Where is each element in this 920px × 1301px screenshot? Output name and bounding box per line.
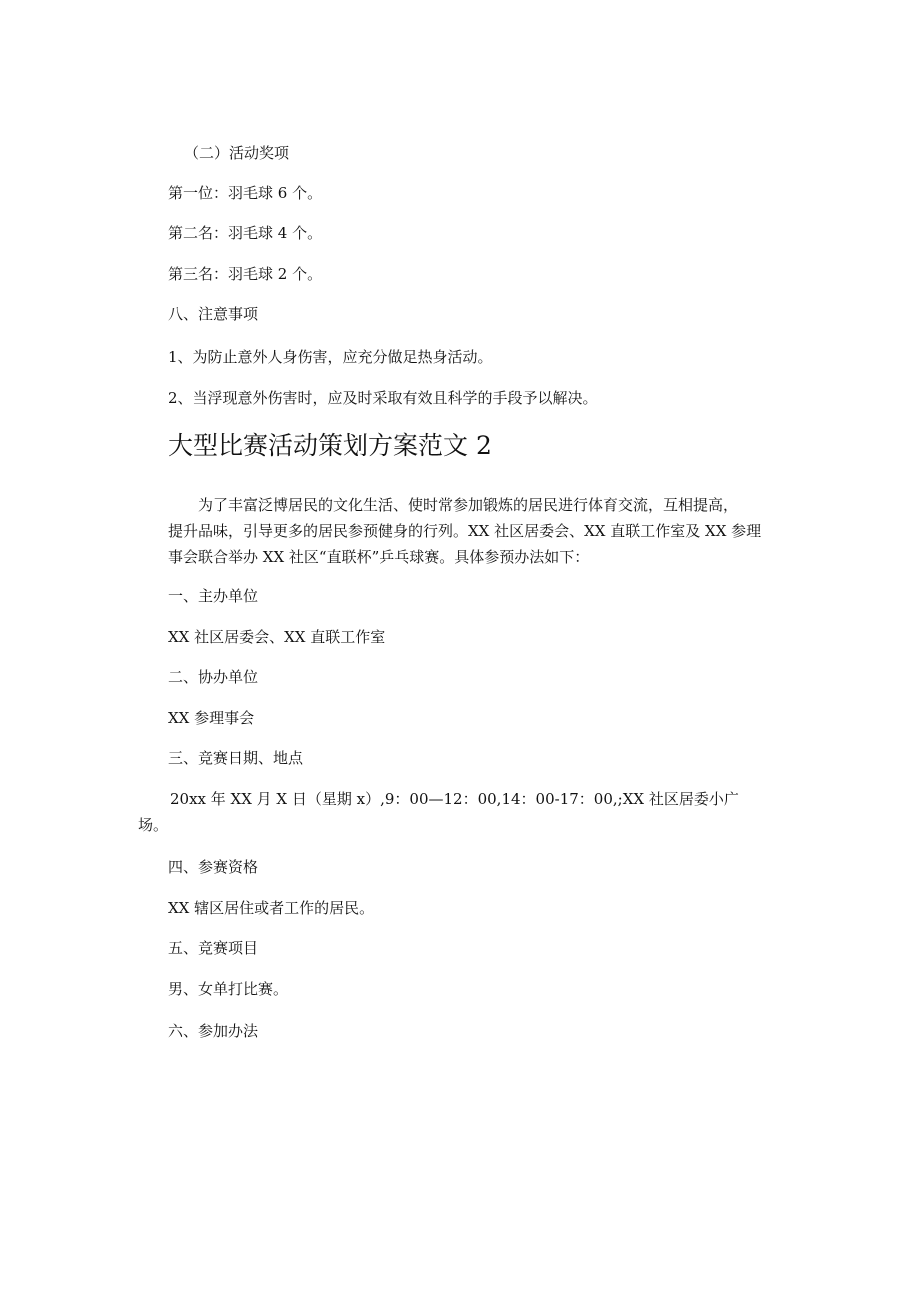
eligibility-title: 四、参赛资格 — [168, 858, 259, 876]
date-paragraph — [138, 786, 780, 838]
events-title: 五、竞赛项目 — [168, 939, 259, 957]
intro-line-2: 提升品味，引导更多的居民参预健身的行列。XX 社区居委会、XX 直联工作室及 XX 参理 — [168, 522, 762, 540]
date-line-2: 场。 — [138, 816, 169, 834]
organizer-value: XX 社区居委会、XX 直联工作室 — [168, 628, 386, 646]
method-title: 六、参加办法 — [168, 1022, 259, 1040]
organizer-title: 一、主办单位 — [168, 587, 259, 605]
note-item-2: 2、当浮现意外伤害时，应及时采取有效且科学的手段予以解决。 — [168, 389, 598, 407]
intro-line-1: 为了丰富泛博居民的文化生活、使时常参加锻炼的居民进行体育交流，互相提高， — [198, 496, 739, 514]
intro-paragraph — [168, 492, 780, 570]
article-heading: 大型比赛活动策划方案范文 2 — [168, 431, 492, 460]
note-item-1: 1、为防止意外人身伤害，应充分做足热身活动。 — [168, 348, 493, 366]
award-second: 第二名：羽毛球 4 个。 — [168, 224, 323, 242]
award-first: 第一位：羽毛球 6 个。 — [168, 184, 323, 202]
award-third: 第三名：羽毛球 2 个。 — [168, 265, 323, 283]
awards-section-title: （二）活动奖项 — [184, 144, 290, 162]
eligibility-value: XX 辖区居住或者工作的居民。 — [168, 899, 375, 917]
intro-line-3: 事会联合举办 XX 社区“直联杯”乒乓球赛。具体参预办法如下： — [168, 548, 590, 566]
coorganizer-value: XX 参理事会 — [168, 709, 255, 727]
date-line-1: 20xx 年 XX 月 X 日（星期 x）,9：00—12：00,14：00-17：00,;XX 社区居委小广 — [170, 790, 739, 808]
events-value: 男、女单打比赛。 — [168, 980, 289, 998]
date-title: 三、竞赛日期、地点 — [168, 749, 304, 767]
notes-section-title: 八、注意事项 — [168, 305, 259, 323]
coorganizer-title: 二、协办单位 — [168, 668, 259, 686]
